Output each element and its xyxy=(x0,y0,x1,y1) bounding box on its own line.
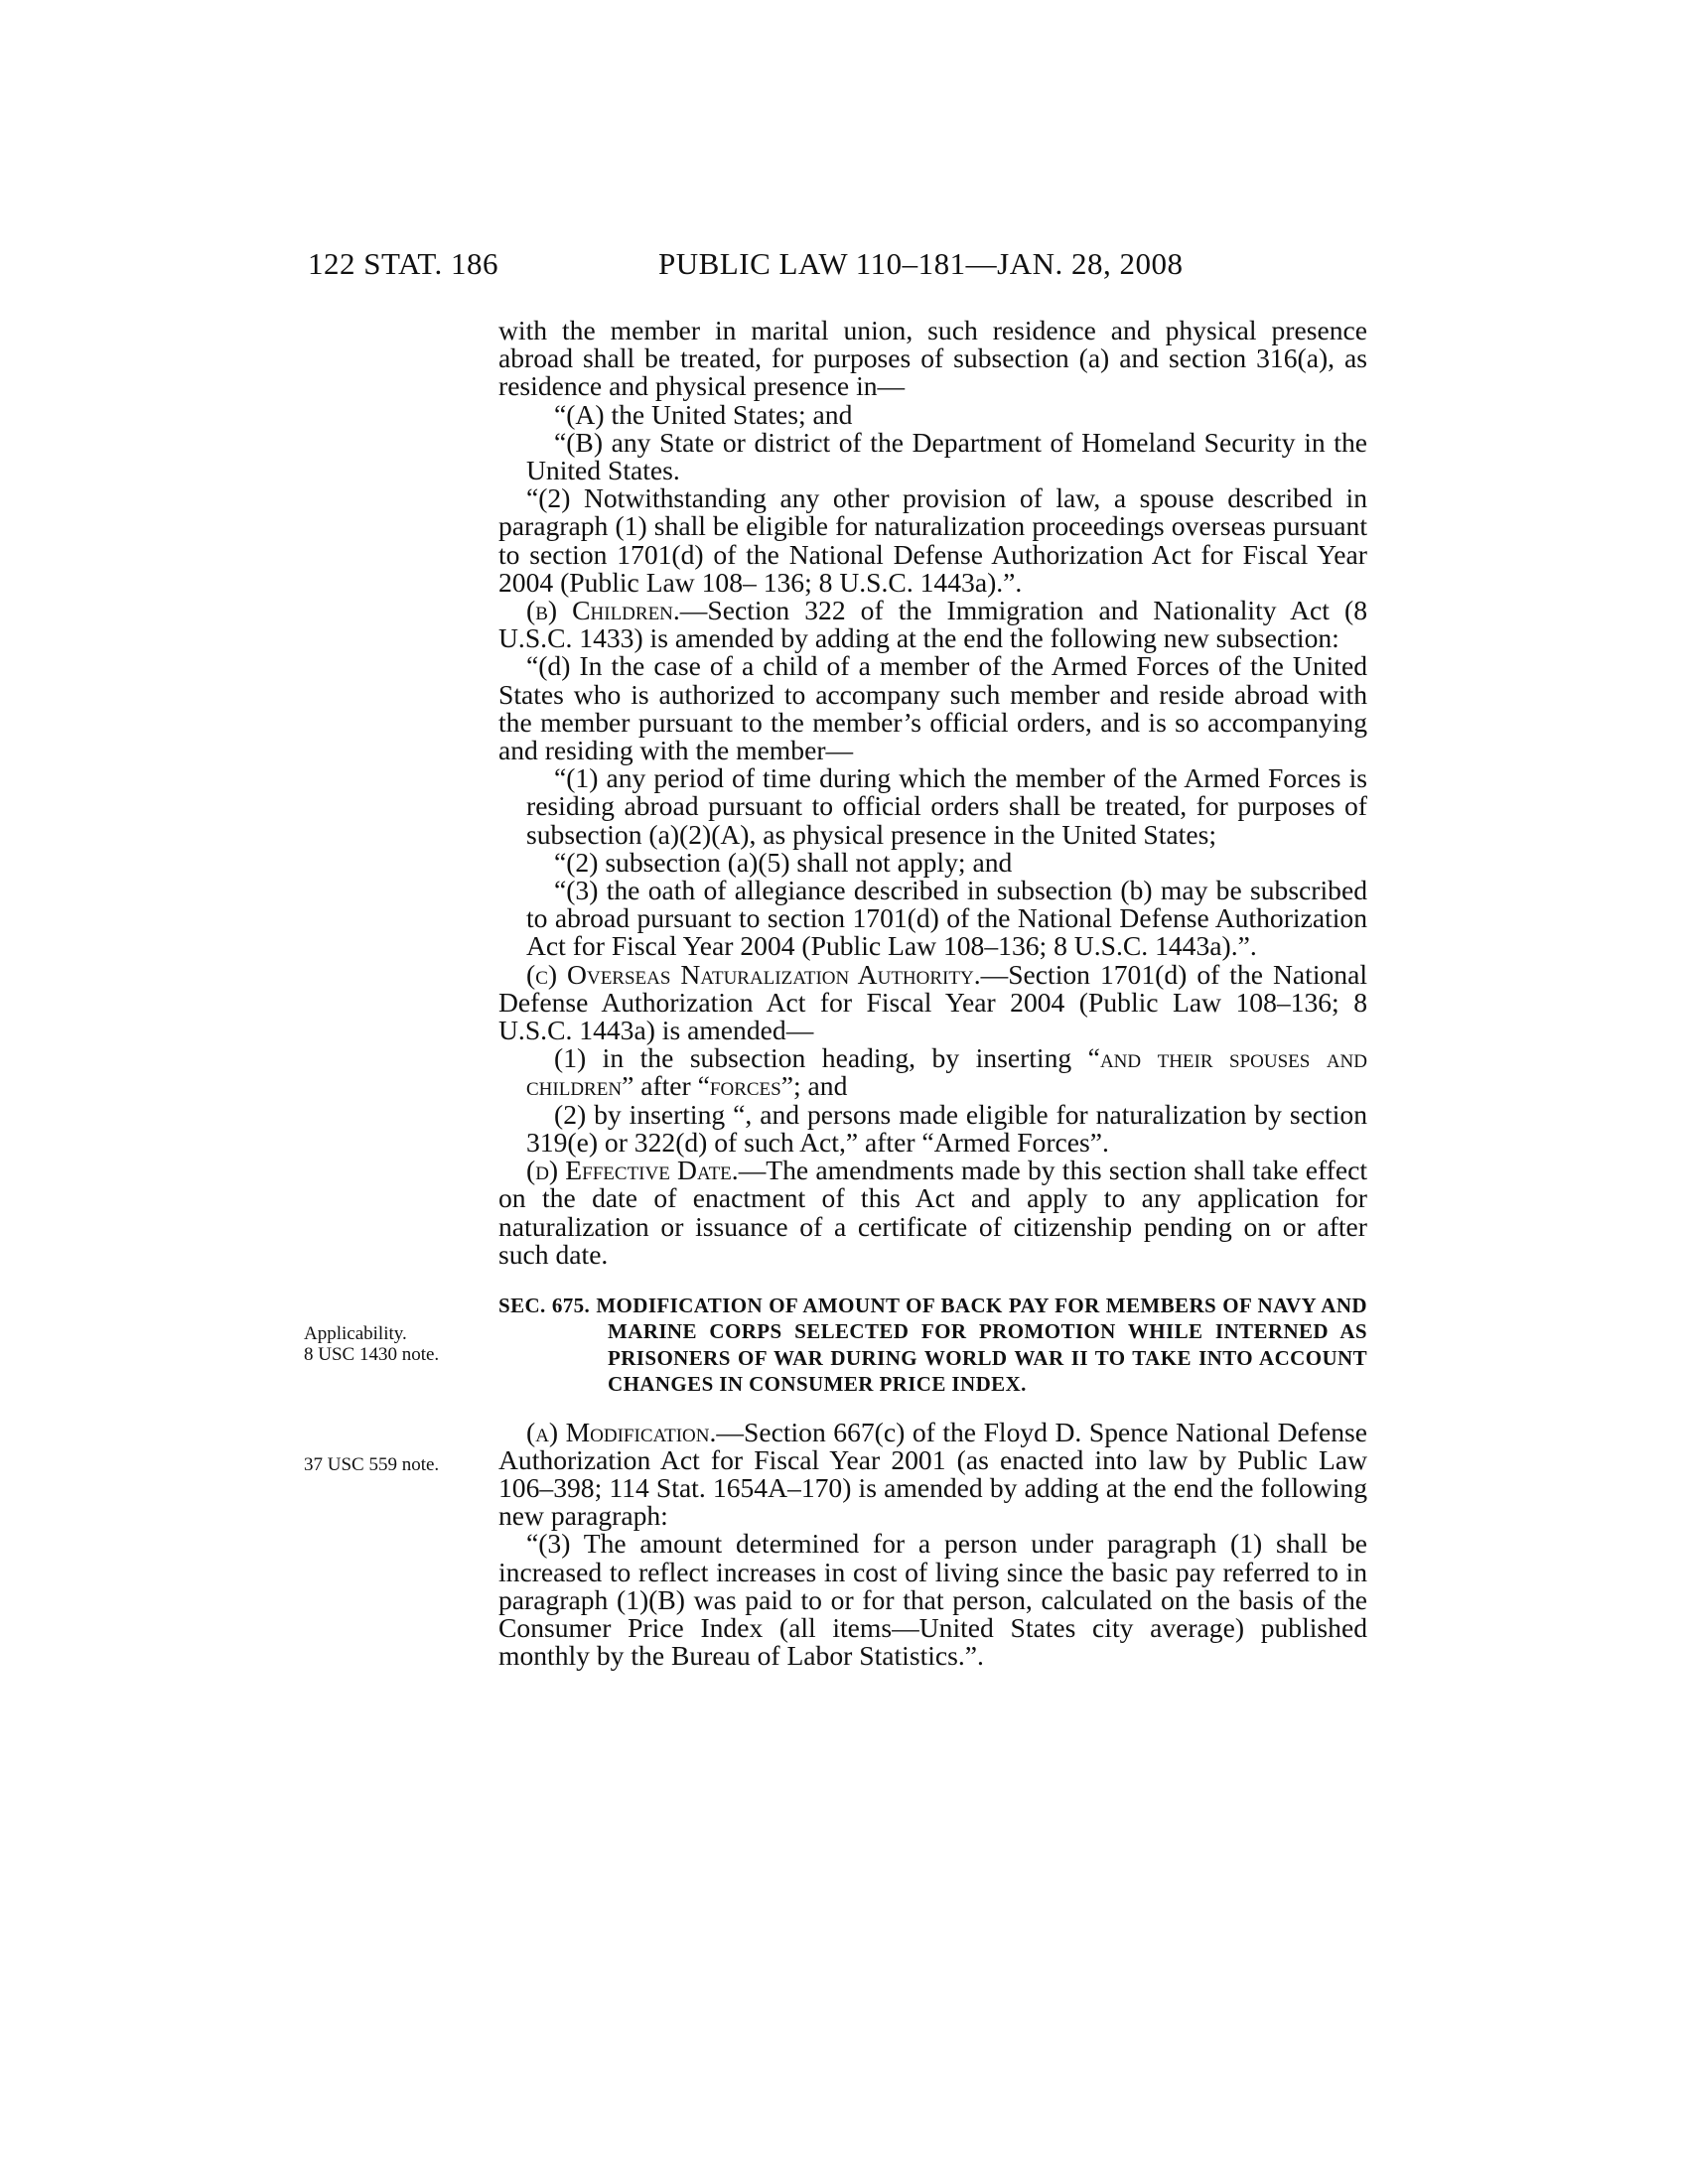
paragraph-1b: “(B) any State or district of the Department of Homeland Security in the United States. xyxy=(526,426,1367,486)
effective-date-text: —The amendments made by this section shall take effect on the date of enactment of this Act and apply to any application for naturalization or issuance of a certificate of citizenship pending on or after such date. xyxy=(498,1155,1367,1270)
paragraph-a3: “(3) The amount determined for a person under paragraph (1) shall be increased to reflect increases in cost of living since the basic pay referred to in paragraph (1)(B) was paid to or for that person, calculated on the basis of the Consumer Price Index (all items—United States city average) published monthly by the Bureau of Labor Statistics.”. xyxy=(498,1528,1367,1672)
c1-text-mid: ” after “ xyxy=(622,1070,710,1102)
modification-label: (a) Modification. xyxy=(526,1416,717,1447)
subsection-a-modification xyxy=(498,1416,1367,1532)
stat-citation: 122 STAT. 186 xyxy=(308,246,499,281)
subsection-b xyxy=(498,597,1367,652)
margin-note-usc-559: 37 USC 559 note. xyxy=(304,1454,440,1475)
effective-date-label: (d) Effective Date. xyxy=(526,1155,739,1186)
subsection-effective-date xyxy=(498,1157,1367,1269)
c1-text-post: ”; and xyxy=(780,1070,848,1102)
paragraph-c2: (2) by inserting “, and persons made eligible for naturalization by section 319(e) or 322(d) of such Act,” after “Armed Forces”. xyxy=(526,1098,1367,1158)
subsection-c-label: (c) Overseas Naturalization Authority. xyxy=(526,958,981,990)
subsection-c xyxy=(498,958,1368,1046)
page-title: PUBLIC LAW 110–181—JAN. 28, 2008 xyxy=(658,246,1184,281)
page-body xyxy=(498,317,1367,1670)
paragraph-d1: “(1) any period of time during which the member of the Armed Forces is residing abroad pursuant to official orders shall be treated, for purposes of subsection (a)(2)(A), as physical presence in the United States; xyxy=(526,762,1367,850)
paragraph-2: “(2) Notwithstanding any other provision of law, a spouse described in paragraph (1) shall be eligible for naturalization proceedings overseas pursuant to section 1701(d) of the National Defense Authorization Act for Fiscal Year 2004 (Public Law 108– 136; 8 U.S.C. 1443a).”. xyxy=(498,482,1367,598)
subsection-c-text: —Section 1701(d) of the National Defense Authorization Act for Fiscal Year 2004 (Public Law 108–136; 8 U.S.C. 1443a) is amended— xyxy=(498,958,1368,1046)
paragraph-d3: “(3) the oath of allegiance described in subsection (b) may be subscribed to abroad pursuant to section 1701(d) of the National Defense Authorization Act for Fiscal Year 2004 (Public Law 108–136; 8 U.S.C. 1443a).”. xyxy=(526,875,1367,962)
c1-smallcaps: and their spouses and children xyxy=(526,1042,1367,1102)
c1-text-pre: (1) in the subsection heading, by inserting “ xyxy=(554,1042,1100,1074)
paragraph-continuation: with the member in marital union, such residence and physical presence abroad shall be treated, for purposes of subsection (a) and section 316(a), as residence and physical presence in— xyxy=(498,315,1367,402)
subsection-d-quoted: “(d) In the case of a child of a member of the Armed Forces of the United States who is authorized to accompany such member and reside abroad with the member pursuant to the member’s official orders, and is so accompanying and residing with the member— xyxy=(498,650,1367,766)
subsection-b-label: (b) Children. xyxy=(526,595,680,626)
page-header xyxy=(0,246,1688,286)
paragraph-d2: “(2) subsection (a)(5) shall not apply; and xyxy=(554,846,1013,878)
margin-note-applicability: Applicability. xyxy=(304,1323,407,1344)
section-675-heading: SEC. 675. MODIFICATION OF AMOUNT OF BACK PAY FOR MEMBERS OF NAVY AND MARINE CORPS SELECTED FOR PROMOTION WHILE INTERNED AS PRISONERS OF WAR DURING WORLD WAR II TO TAKE INTO ACCOUNT CHANGES IN CONSUMER PRICE INDEX. xyxy=(498,1293,1367,1397)
paragraph-c1 xyxy=(498,1044,1367,1100)
paragraph-1a: “(A) the United States; and xyxy=(554,398,853,430)
margin-note-usc-1430: 8 USC 1430 note. xyxy=(304,1344,440,1365)
modification-text: —Section 667(c) of the Floyd D. Spence National Defense Authorization Act for Fiscal Year 2001 (as enacted into law by Public Law 106–398; 114 Stat. 1654A–170) is amended by adding at the end the following new paragraph: xyxy=(498,1416,1367,1532)
c1-smallcaps-2: forces xyxy=(709,1070,781,1102)
subsection-b-text: —Section 322 of the Immigration and Nationality Act (8 U.S.C. 1433) is amended by adding at the end the following new subsection: xyxy=(498,595,1367,654)
